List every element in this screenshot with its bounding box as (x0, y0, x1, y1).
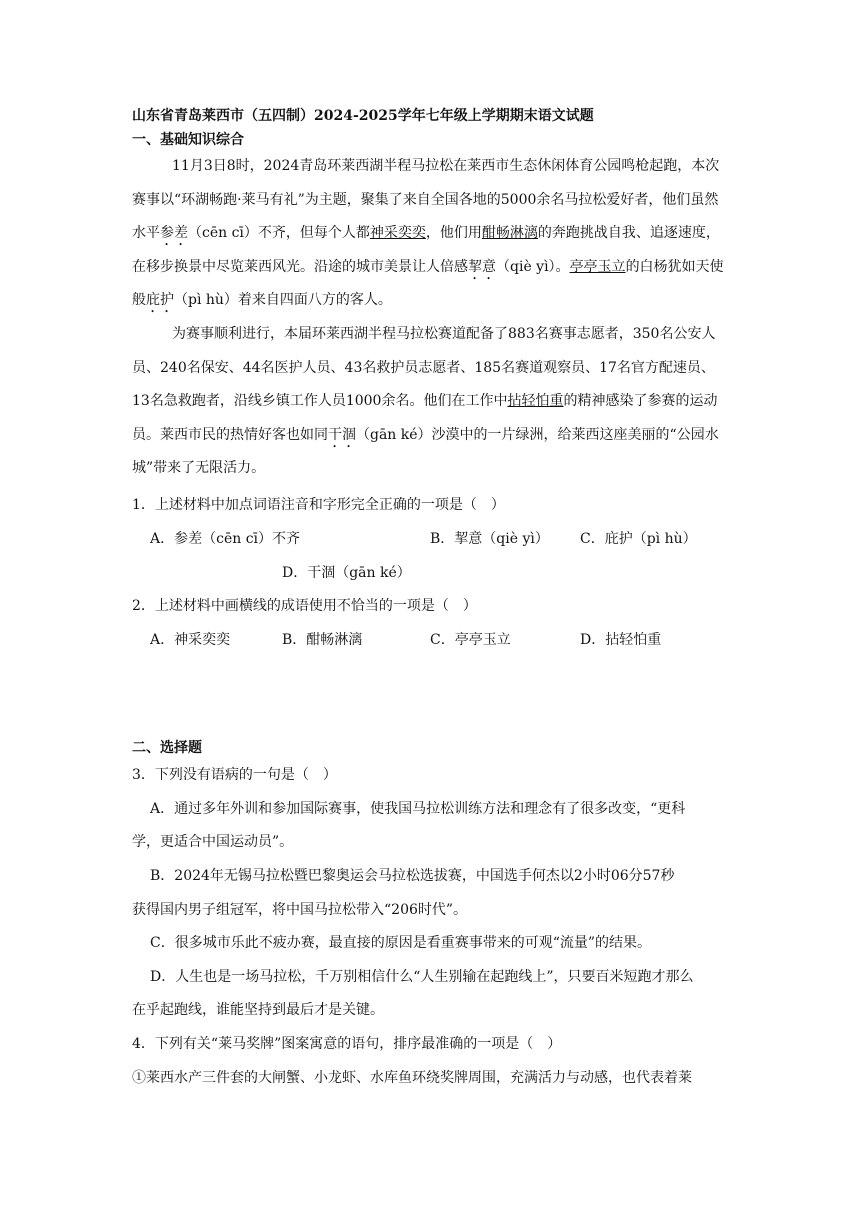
question-3-option-c[interactable]: C．很多城市乐此不疲办赛，最直接的原因是看重赛事带来的可观“流量”的结果。 (150, 935, 652, 951)
question-3-option-d-cont: 在乎起跑线，谁能坚持到最后才是关键。 (132, 1002, 384, 1018)
question-4-sentence-1: ①莱西水产三件套的大闸蟹、小龙虾、水库鱼环绕奖牌周围，充满活力与动感，也代表着莱 (132, 1070, 692, 1086)
question-3-stem: 3．下列没有语病的一句是（ ） (132, 767, 337, 783)
dotted-word: 参差 (160, 225, 188, 241)
question-3-option-d[interactable]: D．人生也是一场马拉松，千万别相信什么“人生别输在起跑线上”，只要百米短跑才那么 (150, 969, 694, 985)
question-2-option-d[interactable]: D．拈轻怕重 (580, 632, 662, 648)
question-3-option-a[interactable]: A．通过多年外训和参加国际赛事，使我国马拉松训练方法和理念有了很多改变，“更科 (150, 801, 686, 817)
dotted-word: 挈意 (468, 258, 496, 275)
dotted-word: 干涸 (328, 426, 356, 443)
section-heading-choice: 二、选择题 (132, 740, 202, 756)
dotted-word: 庇护 (146, 292, 174, 308)
question-3-option-a-cont: 学，更适合中国运动员”。 (132, 834, 294, 850)
question-2-option-b[interactable]: B．酣畅淋漓 (282, 632, 363, 648)
question-1-option-c[interactable]: C．庇护（pì hù） (580, 531, 697, 547)
underlined-idiom: 神采奕奕 (369, 225, 426, 241)
question-4-stem: 4．下列有关“莱马奖牌”图案寓意的语句，排序最准确的一项是（ ） (132, 1036, 562, 1052)
question-2-stem: 2．上述材料中画横线的成语使用不恰当的一项是（ ） (132, 598, 477, 614)
underlined-idiom: 亭亭玉立 (569, 258, 626, 275)
underlined-idiom: 拈轻怕重 (507, 393, 564, 409)
question-1-option-b[interactable]: B．挈意（qiè yì） (430, 531, 549, 547)
question-2-option-a[interactable]: A．神采奕奕 (150, 632, 231, 648)
passage-paragraph-2: 为赛事顺利进行，本届环莱西湖半程马拉松赛道配备了883名赛事志愿者，350名公安人员、240名保安、44名医护人员、43名救护员志愿者、185名赛道观察员、17名官方配速员、13名急救跑者，沿线乡镇工作人员1000余名。他们在工作中拈轻怕重的精神感染了参赛的运动员。莱西市民的热情好客也如同干涸（gān ké）沙漠中的一片绿洲，给莱西这座美丽的“公园水城”带来了无限活力。 (132, 326, 719, 476)
question-1-option-d[interactable]: D．干涸（gān ké） (282, 565, 411, 581)
question-1-stem: 1．上述材料中加点词语注音和字形完全正确的一项是（ ） (132, 497, 505, 513)
question-3-option-b[interactable]: B．2024年无锡马拉松暨巴黎奥运会马拉松选拔赛，中国选手何杰以2小时06分57秒 (150, 868, 675, 884)
document-title: 山东省青岛莱西市（五四制）2024-2025学年七年级上学期期末语文试题 (132, 108, 594, 124)
passage-paragraph-1: 11月3日8时，2024青岛环莱西湖半程马拉松在莱西市生态休闲体育公园鸣枪起跑，本次赛事以“环湖畅跑·莱马有礼”为主题，聚集了来自全国各地的5000余名马拉松爱好者，他们虽然水平参差（cēn cī）不齐，但每个人都神采奕奕，他们用酣畅淋漓的奔跑挑战自我、追逐速度，在移步换景中尽览莱西风光。沿途的城市美景让人倍感挈意（qiè yì）。亭亭玉立的白杨犹如天使般庇护（pì hù）着来自四面八方的客人。 (132, 158, 724, 308)
question-1-option-a[interactable]: A．参差（cēn cī）不齐 (150, 531, 301, 547)
question-2-option-c[interactable]: C．亭亭玉立 (430, 632, 511, 648)
question-3-option-b-cont: 获得国内男子组冠军，将中国马拉松带入“206时代”。 (132, 902, 468, 918)
section-heading-basic-knowledge: 一、基础知识综合 (132, 132, 244, 148)
underlined-idiom: 酣畅淋漓 (481, 225, 538, 241)
